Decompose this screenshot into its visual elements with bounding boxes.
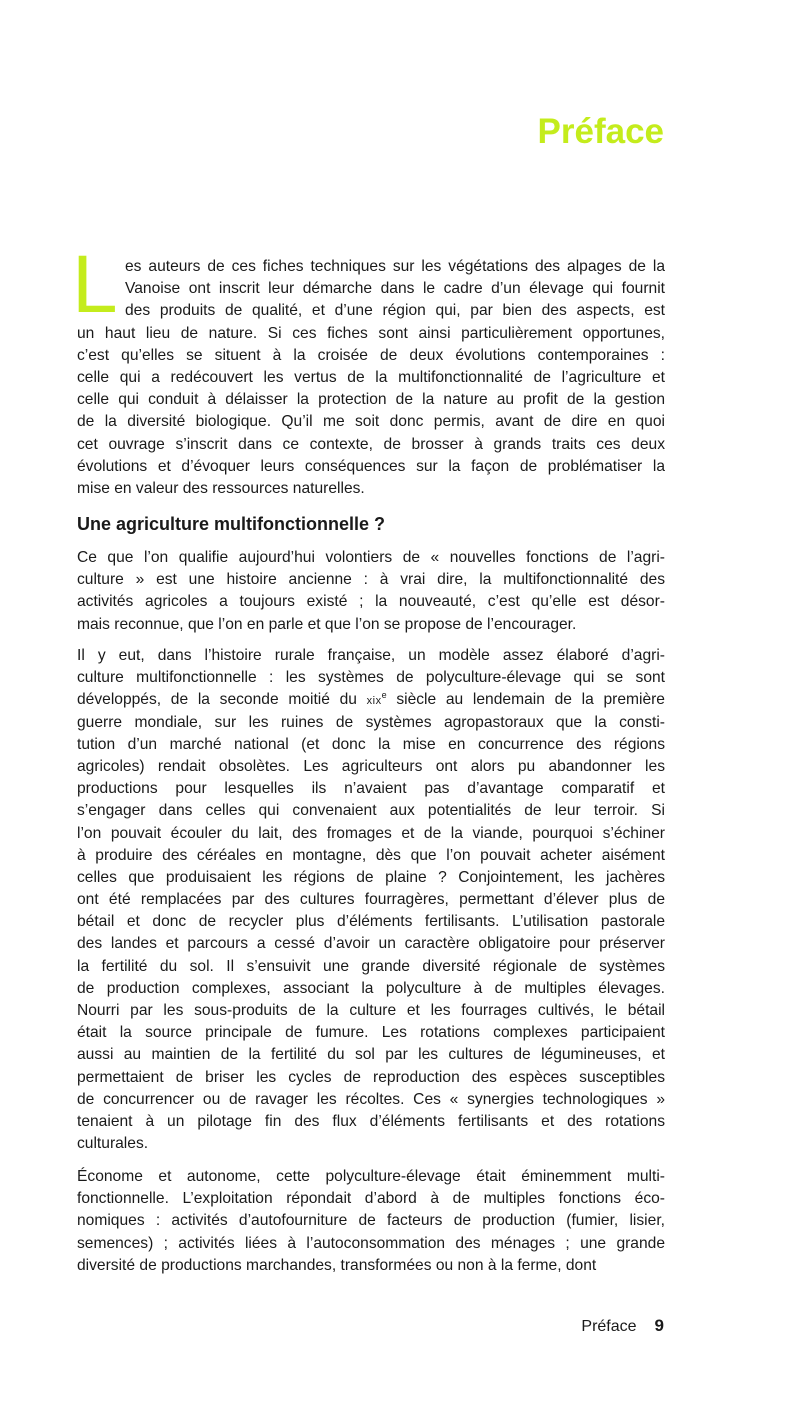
text-line: de concurrencer ou de ravager les récoltes. Ces « synergies technologiques » [77, 1090, 665, 1108]
text-line: était la source principale de fumure. Les rotations complexes participaient [77, 1024, 665, 1042]
text-line: mise en valeur des ressources naturelles. [77, 479, 365, 497]
text-line: Ce que l’on qualifie aujourd’hui volontiers de « nouvelles fonctions de l’agri- [77, 549, 665, 566]
text-line: Économe et autonome, cette polyculture-élevage était éminemment multi- [77, 1168, 665, 1185]
text-line: l’on pouvait écouler du lait, des fromages et de la viande, pourquoi s’échiner [77, 824, 665, 842]
text-line: bétail et donc de recycler plus d’éléments fertilisants. L’utilisation pastorale [77, 913, 665, 931]
text-line: un haut lieu de nature. Si ces fiches sont ainsi particulièrement opportunes, [77, 324, 665, 342]
text-line: diversité de productions marchandes, transformées ou non à la ferme, dont [77, 1256, 597, 1274]
text-line: à produire des céréales en montagne, dès que l’on pouvait acheter aisément [77, 846, 665, 864]
text-line: celles que produisaient les régions de plaine ? Conjointement, les jachères [77, 868, 665, 886]
text-line: culture » est une histoire ancienne : à vrai dire, la multifonctionnalité des [77, 571, 665, 589]
paragraph [77, 1166, 665, 1277]
paragraph-intro [77, 256, 665, 500]
text-line: permettaient de briser les cycles de reproduction des espèces susceptibles [77, 1068, 665, 1086]
paragraph [77, 645, 665, 1155]
text-line: tenaient à un pilotage fin des flux d’éléments fertilisants et des rotations [77, 1112, 665, 1130]
text-line: celle qui conduit à délaisser la protection de la nature au profit de la gestion [77, 391, 665, 409]
text-line: guerre mondiale, sur les ruines de systèmes agropastoraux que la consti- [77, 713, 665, 731]
text-line: aussi au maintien de la fertilité du sol par les cultures de légumineuses, et [77, 1046, 665, 1064]
page-footer [581, 1316, 664, 1336]
running-footer-section: Préface [581, 1318, 637, 1335]
text-line: de production complexes, associant la polyculture à de multiples élevages. [77, 979, 665, 997]
text-line: cet ouvrage s’inscrit dans ce contexte, de brosser à grands traits ces deux [77, 435, 665, 453]
text-line: s’engager dans celles qui convenaient aux potentialités de leur terroir. Si [77, 802, 665, 820]
text-line: tution d’un marché national (et donc la mise en concurrence des régions [77, 735, 665, 753]
text-line [77, 689, 665, 711]
page-title: Préface [537, 112, 664, 151]
text-line: des produits de qualité, et d’une région qui, par bien des aspects, est [125, 302, 665, 320]
text-fragment: développés, de la seconde moitié du [77, 691, 367, 709]
text-line: fonctionnelle. L’exploitation répondait d’abord à de multiples fonctions éco- [77, 1190, 665, 1208]
text-line: Nourri par les sous-produits de la culture et les fourrages cultivés, le bétail [77, 1002, 665, 1019]
text-line: productions pour lesquelles ils n’avaient pas d’avantage comparatif et [77, 780, 665, 798]
text-line: Vanoise ont inscrit leur démarche dans le cadre d’un élevage qui fournit [125, 280, 665, 298]
text-fragment: siècle au lendemain de la première [386, 691, 665, 709]
section-heading: Une agriculture multifonctionnelle ? [77, 514, 386, 534]
text-line: ont été remplacées par des cultures fourragères, permettant d’élever plus de [77, 891, 665, 909]
text-line: Il y eut, dans l’histoire rurale française, un modèle assez élaboré d’agri- [77, 647, 665, 664]
text-line: de la diversité biologique. Qu’il me soit donc permis, avant de dire en quoi [77, 413, 665, 431]
text-line: nomiques : activités d’autofourniture de facteurs de production (fumier, lisier, [77, 1212, 665, 1230]
text-line: celle qui a redécouvert les vertus de la multifonctionnalité de l’agriculture et [77, 368, 665, 386]
text-line: culturales. [77, 1135, 149, 1153]
text-line: c’est qu’elles se situent à la croisée de deux évolutions contemporaines : [77, 346, 665, 364]
text-fragment: e [381, 690, 387, 701]
text-line: évolutions et d’évoquer leurs conséquences sur la façon de problématiser la [77, 457, 665, 475]
text-line: culture multifonctionnelle : les systèmes de polyculture-élevage qui se sont [77, 669, 665, 687]
text-line: semences) ; activités liées à l’autoconsommation des ménages ; une grande [77, 1234, 665, 1252]
page-number: 9 [654, 1316, 664, 1335]
text-line: es auteurs de ces fiches techniques sur les végétations des alpages de la [125, 258, 665, 275]
text-line: des landes et parcours a cessé d’avoir un caractère obligatoire pour préserver [77, 935, 665, 953]
paragraph [77, 547, 665, 636]
text-line: activités agricoles a toujours existé ; la nouveauté, c’est qu’elle est désor- [77, 593, 665, 611]
drop-cap: L [72, 239, 118, 330]
text-line: agricoles) rendait obsolètes. Les agriculteurs ont alors pu abandonner les [77, 757, 665, 775]
text-fragment: xix [366, 695, 382, 708]
text-line: la fertilité du sol. Il s’ensuivit une grande diversité régionale de systèmes [77, 957, 665, 975]
text-line: mais reconnue, que l’on en parle et que l’on se propose de l’encourager. [77, 615, 577, 633]
